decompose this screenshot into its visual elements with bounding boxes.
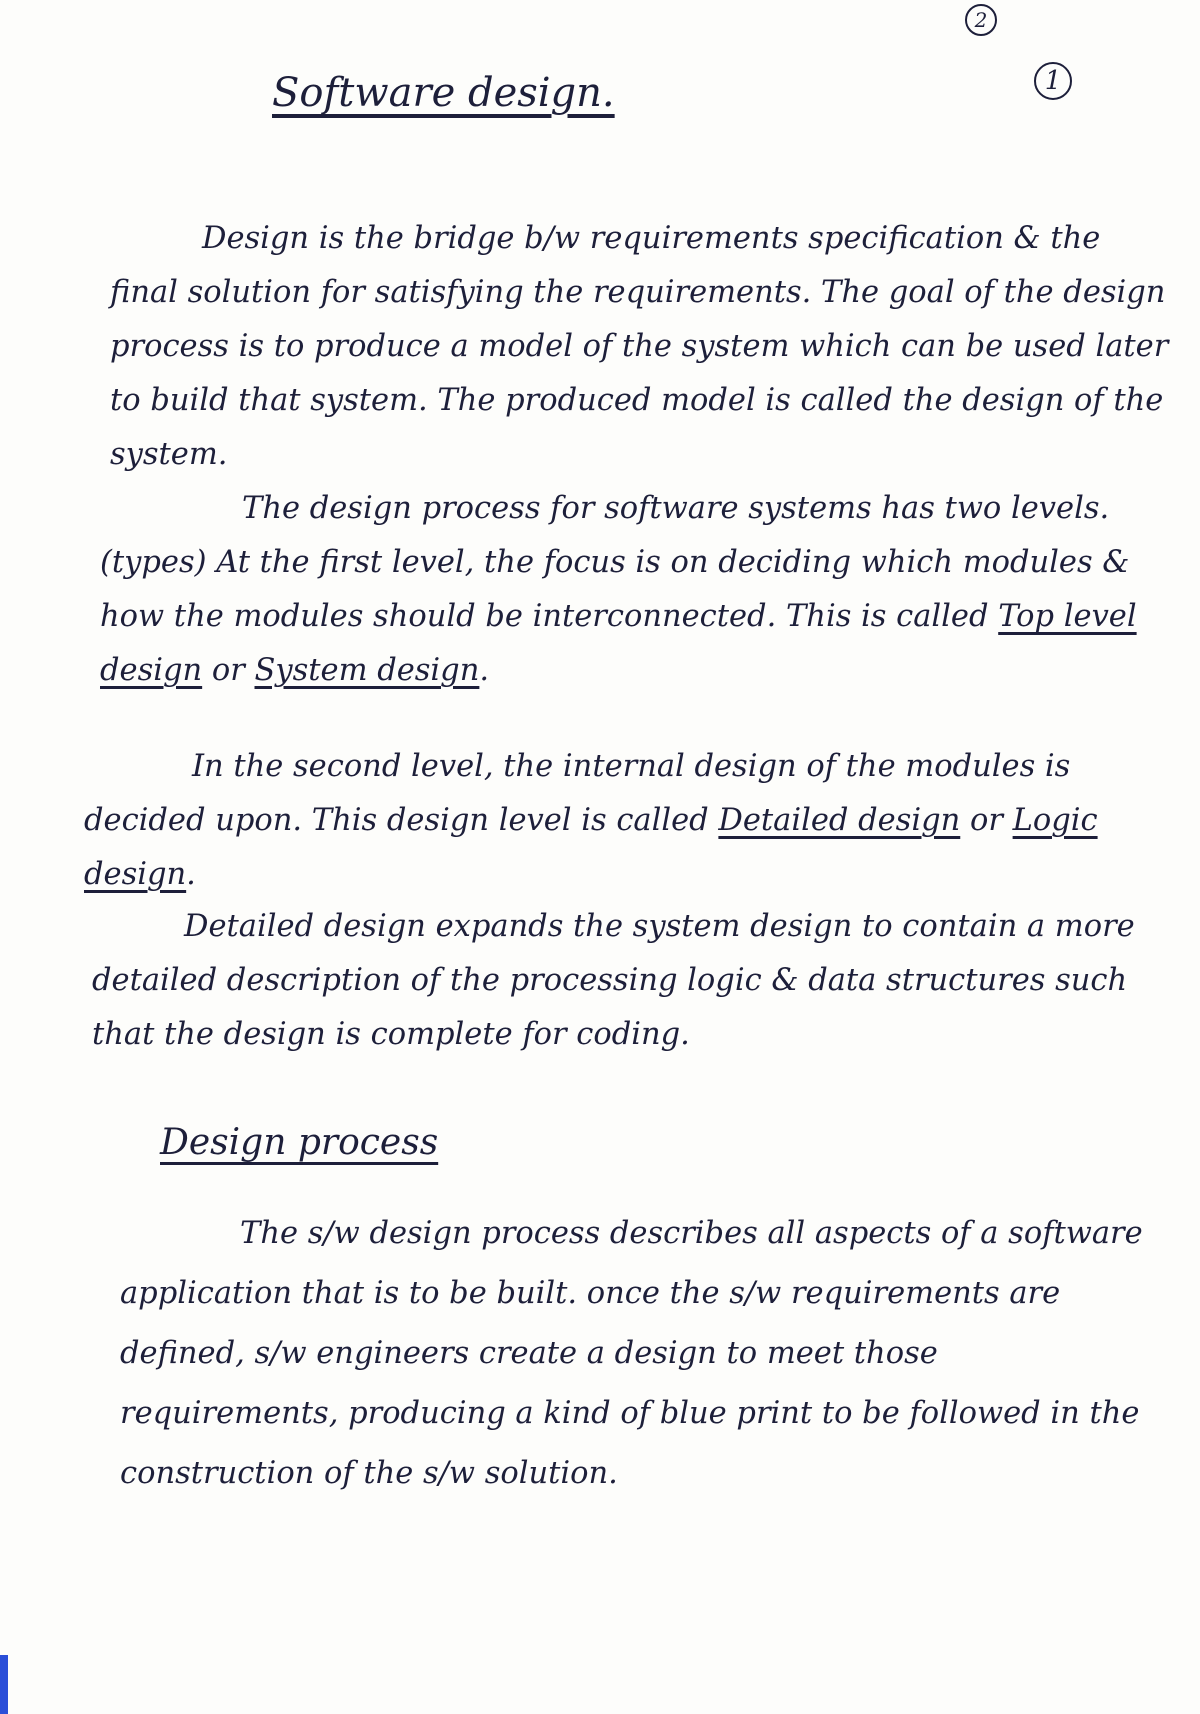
paragraph-design-levels — [100, 482, 1175, 698]
paragraph-text: The design process for software systems has two levels. (types) At the first level, the focus is on deciding which modules & how the modules should be interconnected. This is called — [100, 491, 1130, 634]
paragraph-design-process: The s/w design process describes all aspects of a software application that is to be built. once the s/w requirements are defined, s/w engineers create a design to meet those requirements, producing a kind of blue print to be followed in the construction of the s/w solution. — [120, 1216, 1143, 1491]
paragraph-text: In the second level, the internal design of the modules is decided upon. This design level is called — [84, 749, 1071, 838]
term-top-level-design: Top level design — [100, 599, 1137, 688]
term-detailed-design: Detailed design — [718, 803, 961, 838]
paragraph-end: . — [186, 857, 196, 892]
paragraph-end: . — [479, 653, 490, 688]
paragraph-second-level — [84, 740, 1169, 902]
page-title: Software design. — [272, 70, 615, 116]
term-logic-design: Logic design — [84, 803, 1098, 892]
page-edge-mark — [0, 1655, 8, 1714]
connector-text: or — [202, 653, 255, 688]
term-system-design: System design — [254, 653, 480, 688]
paragraph-detailed-design: Detailed design expands the system design to contain a more detailed description of the processing logic & data structures such that the design is complete for coding. — [92, 909, 1135, 1052]
page-number-top: 2 — [965, 4, 997, 36]
connector-text: or — [960, 803, 1013, 838]
page-number-circled: 1 — [1034, 62, 1072, 100]
section-heading-design-process: Design process — [160, 1122, 439, 1163]
paragraph-design-definition: Design is the bridge b/w requirements specification & the final solution for satisfying the requirements. The goal of the design process is to produce a model of the system which can be used later to build that system. The produced model is called the design of the system. — [110, 221, 1169, 472]
